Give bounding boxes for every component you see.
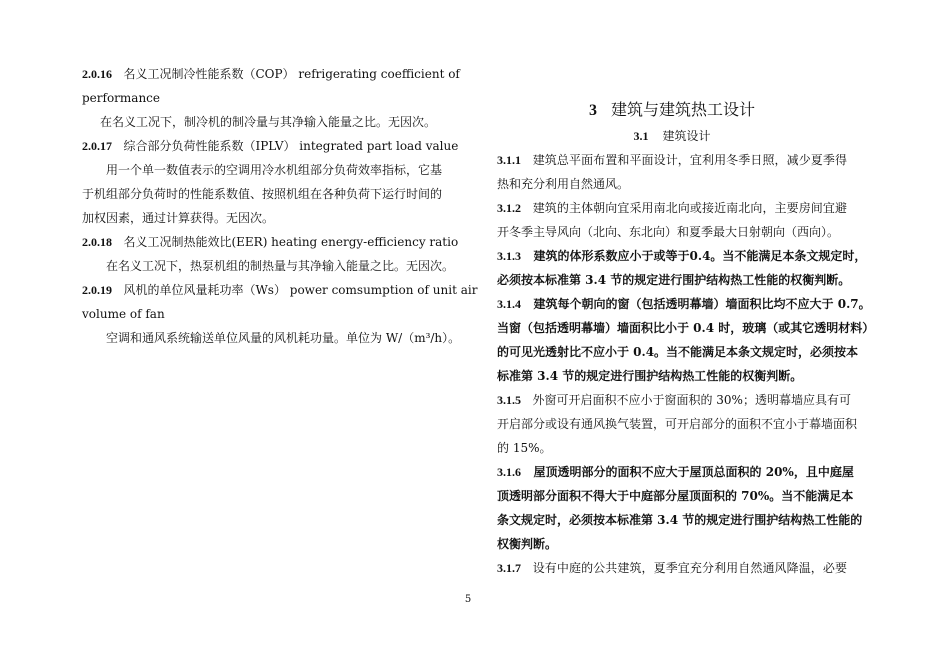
term-2-0-19-continuation: volume of fan xyxy=(82,307,165,321)
clause-3-1-4-line-1: 3.1.4 建筑每个朝向的窗（包括透明幕墙）墙面积比均不应大于 0.7。 xyxy=(497,297,871,311)
clause-3-1-6-line-1: 3.1.6 屋顶透明部分的面积不应大于屋顶总面积的 20%，且中庭屋 xyxy=(497,465,854,479)
clause-3-1-3-line-1: 3.1.3 建筑的体形系数应小于或等于0.4。当不能满足本条文规定时， xyxy=(497,249,867,263)
term-2-0-19-heading: 2.0.19 风机的单位风量耗功率（Ws） power comsumption of unit air xyxy=(82,283,478,297)
term-2-0-17-definition-line-3: 加权因素，通过计算获得。无因次。 xyxy=(82,211,275,225)
clause-3-1-6-line-4: 权衡判断。 xyxy=(497,537,558,551)
clause-3-1-5-line-1: 3.1.5 外窗可开启面积不应小于窗面积的 30%；透明幕墙应具有可 xyxy=(497,393,851,407)
clause-3-1-3-line-2: 必须按本标准第 3.4 节的规定进行围护结构热工性能的权衡判断。 xyxy=(497,273,851,287)
term-2-0-18-heading: 2.0.18 名义工况制热能效比(EER) heating energy-efficiency ratio xyxy=(82,235,459,249)
term-2-0-19-definition: 空调和通风系统输送单位风量的风机耗功量。单位为 W/（m³/h）。 xyxy=(106,331,461,345)
clause-3-1-4-line-4: 标准第 3.4 节的规定进行围护结构热工性能的权衡判断。 xyxy=(497,369,803,383)
page-number: 5 xyxy=(464,594,472,605)
term-2-0-17-definition-line-1: 用一个单一数值表示的空调用冷水机组部分负荷效率指标，它基 xyxy=(106,163,443,177)
clause-3-1-5-line-2: 开启部分或设有通风换气装置，可开启部分的面积不宜小于幕墙面积 xyxy=(497,417,858,431)
clause-3-1-4-line-2: 当窗（包括透明幕墙）墙面积比小于 0.4 时，玻璃（或其它透明材料） xyxy=(497,321,875,335)
clause-3-1-7-line-1: 3.1.7 设有中庭的公共建筑，夏季宜充分利用自然通风降温，必要 xyxy=(497,561,847,575)
chapter-title: 3 建筑与建筑热工设计 xyxy=(588,100,755,119)
clause-3-1-6-line-3: 条文规定时，必须按本标准第 3.4 节的规定进行围护结构热工性能的 xyxy=(497,513,863,527)
clause-3-1-5-line-3: 的 15%。 xyxy=(497,441,552,455)
term-2-0-16-definition: 在名义工况下，制冷机的制冷量与其净输入能量之比。无因次。 xyxy=(100,115,437,129)
right-column xyxy=(497,96,875,580)
clause-3-1-2-line-2: 开冬季主导风向（北向、东北向）和夏季最大日射朝向（西向）。 xyxy=(497,225,840,239)
clause-3-1-4-line-3: 的可见光透射比不应小于 0.4。当不能满足本条文规定时，必须按本 xyxy=(497,345,859,359)
clause-3-1-1-line-2: 热和充分利用自然通风。 xyxy=(497,177,630,191)
term-2-0-18-definition: 在名义工况下，热泵机组的制热量与其净输入能量之比。无因次。 xyxy=(106,259,455,273)
left-column xyxy=(82,62,478,350)
clause-3-1-1-line-1: 3.1.1 建筑总平面布置和平面设计，宜利用冬季日照，减少夏季得 xyxy=(497,153,847,167)
term-2-0-16-continuation: performance xyxy=(82,91,161,105)
section-title: 3.1 建筑设计 xyxy=(633,129,711,143)
term-2-0-17-definition-line-2: 于机组部分负荷时的性能系数值、按照机组在各种负荷下运行时间的 xyxy=(82,187,443,201)
term-2-0-17-heading: 2.0.17 综合部分负荷性能系数（IPLV） integrated part load value xyxy=(82,139,459,153)
term-2-0-16-heading: 2.0.16 名义工况制冷性能系数（COP） refrigerating coefficient of xyxy=(82,67,460,81)
clause-3-1-6-line-2: 顶透明部分面积不得大于中庭部分屋顶面积的 70%。当不能满足本 xyxy=(497,489,854,503)
clause-3-1-2-line-1: 3.1.2 建筑的主体朝向宜采用南北向或接近南北向，主要房间宜避 xyxy=(497,201,847,215)
